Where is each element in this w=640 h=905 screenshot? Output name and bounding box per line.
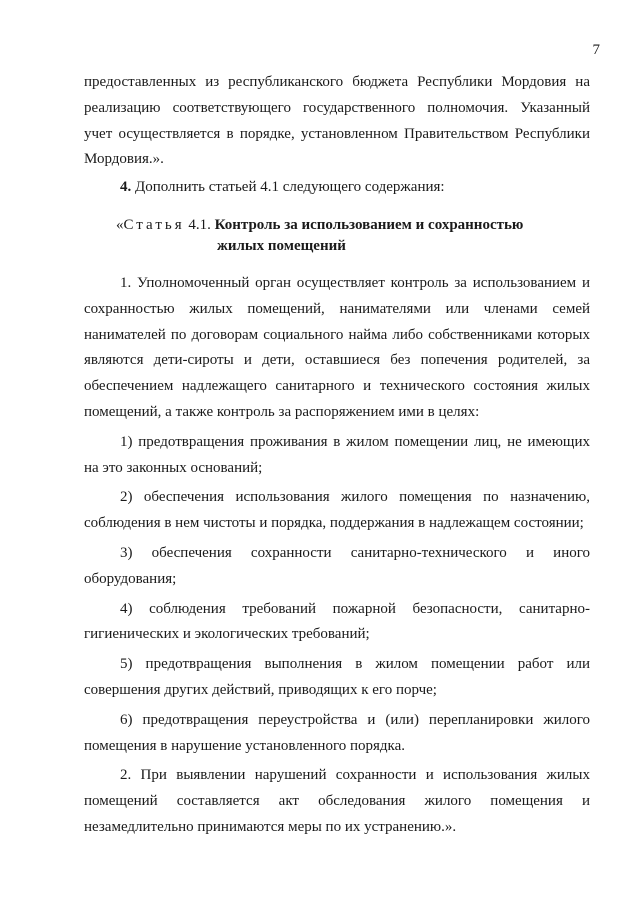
- article-open-quote: «: [116, 216, 124, 233]
- intro-line-1: предоставленных из республиканского бюджета Республики Мордовия на: [84, 74, 590, 90]
- intro-line-3: учет осуществляется в порядке, установленном Правительством Республики: [84, 125, 590, 142]
- subitem-3-line-1: 3) обеспечения сохранности санитарно-технического и иного: [120, 544, 590, 561]
- subitem-2: [84, 485, 590, 537]
- subitem-3-line-2: оборудования;: [84, 570, 177, 587]
- subitem-6-line-1: 6) предотвращения переустройства и (или) перепланировки жилого: [120, 711, 590, 728]
- paragraph-1: [84, 271, 590, 426]
- para-1-line-6: помещений, а также контроль за распоряжением ими в целях:: [84, 403, 480, 420]
- subitem-2-line-1: 2) обеспечения использования жилого помещения по назначению,: [120, 489, 590, 506]
- subitem-2-line-2: соблюдения в нем чистоты и порядка, поддержания в надлежащем состоянии;: [84, 515, 584, 532]
- subitem-4-line-1: 4) соблюдения требований пожарной безопасности, санитарно-: [120, 600, 590, 617]
- subitem-6: [84, 708, 590, 760]
- subitem-3: [84, 541, 590, 593]
- page-number: 7: [592, 42, 600, 58]
- document-body: [84, 70, 590, 841]
- item-4-number: 4.: [120, 179, 132, 196]
- item-4-paragraph: [84, 175, 590, 201]
- subitem-1: [84, 430, 590, 482]
- intro-line-4: Мордовия.».: [84, 151, 164, 168]
- subitem-4: [84, 597, 590, 649]
- subitem-1-line-1: 1) предотвращения проживания в жилом помещении лиц, не имеющих: [120, 433, 590, 450]
- subitem-5-line-2: совершения других действий, приводящих к его порче;: [84, 681, 437, 698]
- para-1-line-4: являются дети-сироты и дети, оставшиеся без попечения родителей, за: [84, 352, 590, 369]
- intro-paragraph: [84, 70, 590, 173]
- intro-line-2: реализацию соответствующего государственного полномочия. Указанный: [84, 99, 590, 116]
- subitem-5: [84, 652, 590, 704]
- subitem-5-line-1: 5) предотвращения выполнения в жилом помещении работ или: [120, 656, 590, 673]
- para-1-line-2: сохранностью жилых помещений, нанимателями или членами семей: [84, 300, 590, 317]
- para-1-line-3: нанимателей по договорам социального найма либо собственниками которых: [84, 326, 590, 343]
- para-1-line-5: обеспечением надлежащего санитарного и технического состояния жилых: [84, 378, 590, 395]
- article-heading: [84, 215, 590, 257]
- para-2-line-2: помещений составляется акт обследования жилого помещения и: [84, 793, 590, 810]
- para-1-line-1: 1. Уполномоченный орган осуществляет контроль за использованием и: [120, 274, 590, 291]
- subitem-4-line-2: гигиенических и экологических требований;: [84, 626, 370, 643]
- article-title-line-2: жилых помещений: [217, 237, 346, 254]
- item-4-text: Дополнить статьей 4.1 следующего содержания:: [131, 179, 445, 196]
- article-number: 4.1.: [184, 216, 215, 233]
- subitem-1-line-2: на это законных оснований;: [84, 459, 263, 476]
- para-2-line-3: незамедлительно принимаются меры по их устранению.».: [84, 818, 457, 835]
- subitem-6-line-2: помещения в нарушение установленного порядка.: [84, 737, 406, 754]
- article-title-line-1: Контроль за использованием и сохранностью: [214, 216, 524, 233]
- article-word: Статья: [123, 216, 185, 233]
- para-2-line-1: 2. При выявлении нарушений сохранности и использования жилых: [120, 767, 590, 784]
- paragraph-2: [84, 763, 590, 840]
